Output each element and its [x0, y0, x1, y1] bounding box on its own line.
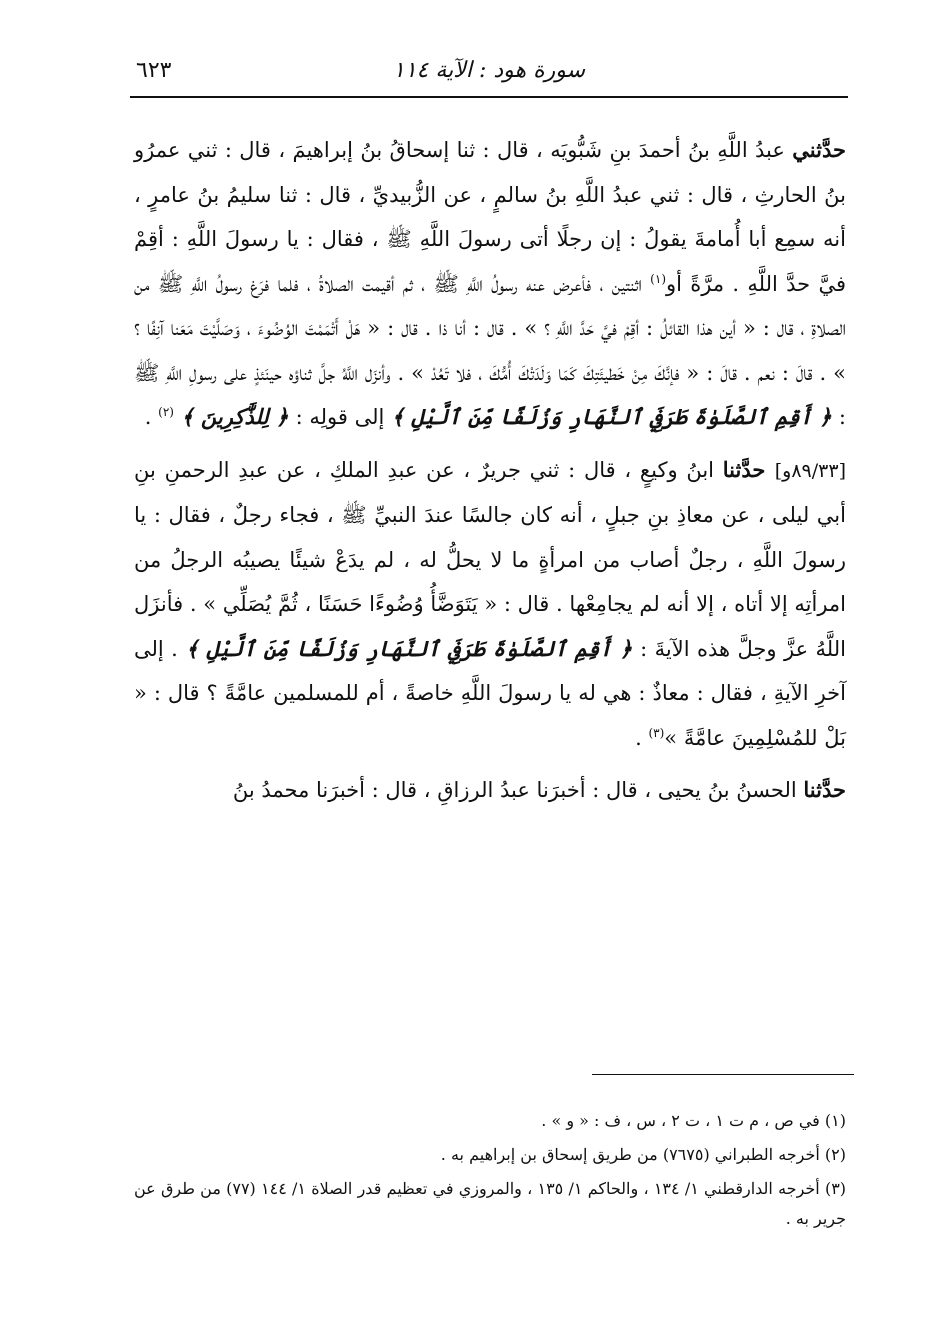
paragraph-2 — [134, 448, 846, 761]
footnote-marker: (١) — [650, 271, 666, 286]
footnote-3: (٣) أخرجه الدارقطني ١/ ١٣٤ ، والحاكم ١/ ١٣٥ ، والمروزي في تعظيم قدر الصلاة ١/ ١٤٤ (٧٧) من طرق عن جرير به . — [134, 1179, 847, 1228]
page-number: ٦٢٣ — [136, 58, 172, 83]
quran-verse: ﴿ لِلذَّٰكِرِينَ ﴾ — [173, 404, 296, 429]
paragraph-3 — [134, 768, 846, 813]
footnote-1: (١) في ص ، م ت ١ ، ت ٢ ، س ، ف : « و » . — [541, 1111, 846, 1130]
hadith-opener: حدَّثنا — [803, 777, 846, 802]
paragraph-text: . إلى آخرِ الآيةِ ، فقال : معاذٌ : هي له يا رسولَ اللَّهِ خاصةً ، أم للمسلمين عامَّةً ؟ قال : « بَلْ للمُسْلِمِينَ عامَّةً » — [134, 636, 846, 750]
paragraph-text: ابنُ وكيعٍ ، قال : ثني جريرٌ ، عن عبدِ الملكِ ، عن عبدِ الرحمنِ بنِ أبي ليلى ، عن معاذِ بنِ جبلٍ ، أنه كان جالسًا عندَ النبيِّ ﷺ ، فجاء رجلٌ ، فقال : يا رسولَ اللَّهِ ، رجلٌ أصاب من امرأةٍ ما لا يحلُّ له ، لم يدَعْ شيئًا يصيبُه الرجلُ من امرأتِه إلا أتاه ، إلا أنه لم يجامِعْها . قال : « يَتَوَضَّأُ وُضُوءًا حَسَنًا ، ثُمَّ يُصَلِّي » . فأنزَل اللَّهُ عزَّ وجلَّ هذه الآيةَ : — [134, 457, 846, 661]
quran-verse: ﴿ أَقِمِ ٱلصَّلَوٰةَ طَرَفَيِ ٱلنَّهَارِ وَزُلَفًا مِّنَ ٱلَّيْلِ ﴾ — [177, 635, 641, 661]
main-text — [134, 128, 846, 813]
footnote-marker: (٢) — [158, 405, 174, 419]
manuscript-reference: [٨٩/٣٣و] — [774, 459, 846, 482]
paragraph-text: عبدُ اللَّهِ بنُ أحمدَ بنِ شَبُّويَه ، قال : ثنا إسحاقُ بنُ إبراهيمَ ، قال : ثني عمرُو بنُ الحارثِ ، قال : ثني عبدُ اللَّهِ بنُ سالمٍ ، عن الزُّبيديِّ ، قال : ثنا سليمُ بنُ عامرٍ ، أنه سمِع أبا أُمامةَ يقولُ : إن رجلًا أتى رسولَ اللَّهِ ﷺ ، فقال : يا رسولَ اللَّهِ : أقِمْ فيَّ حدَّ اللَّهِ . مرَّةً أو — [134, 138, 846, 296]
surah-title: سورة هود : الآية ١١٤ — [392, 58, 586, 83]
footnote-divider — [592, 1074, 854, 1075]
footnote-marker: (٣) — [648, 725, 665, 740]
paragraph-1 — [134, 128, 846, 440]
paragraph-text: إلى قولِه : — [295, 405, 385, 429]
paragraph-text: الحسنُ بنُ يحيى ، قال : أخبرَنا عبدُ الرزاقِ ، قال : أخبرَنا محمدُ بنُ — [232, 778, 804, 802]
hadith-opener: حدَّثني — [792, 137, 846, 162]
paragraph-text: اثنتين ، فأعرض عنه رسولُ اللَّهِ ﷺ ، ثم أقيمت الصلاةُ ، فلما فرَغ رسولُ اللَّهِ ﷺ من الصلاةِ ، قال : « أين هذا القائلُ : أقِمْ فيَّ حَدَّ اللَّهِ ؟ » . قال : أنا ذا . قال : « هَلْ أَتْمَمْتَ الوُضُوءَ ، وَصَلَّيْتَ مَعَنا آنِفًا ؟ » . قالَ : نعم . قالَ : « فإنَّكَ مِنْ خَطيئَتِكَ كَمَا وَلَدَتْكَ أُمُّكَ ، فلا تَعُدْ » . وأنزَل اللَّهُ جلَّ ثناؤه حينَئذٍ على رسولِ اللَّهِ ﷺ : — [134, 271, 846, 429]
quran-verse: ﴿ أَقِمِ ٱلصَّلَوٰةَ طَرَفَيِ ٱلنَّهَارِ وَزُلَفًا مِّنَ ٱلَّيْلِ ﴾ — [384, 404, 839, 429]
footnotes — [134, 1106, 846, 1238]
paragraph-text: . — [144, 405, 159, 429]
running-header — [130, 52, 848, 98]
hadith-opener: حدَّثنا — [722, 456, 775, 482]
paragraph-text: . — [635, 725, 649, 750]
footnote-2: (٢) أخرجه الطبراني (٧٦٧٥) من طريق إسحاق بن إبراهيم به . — [440, 1145, 846, 1164]
